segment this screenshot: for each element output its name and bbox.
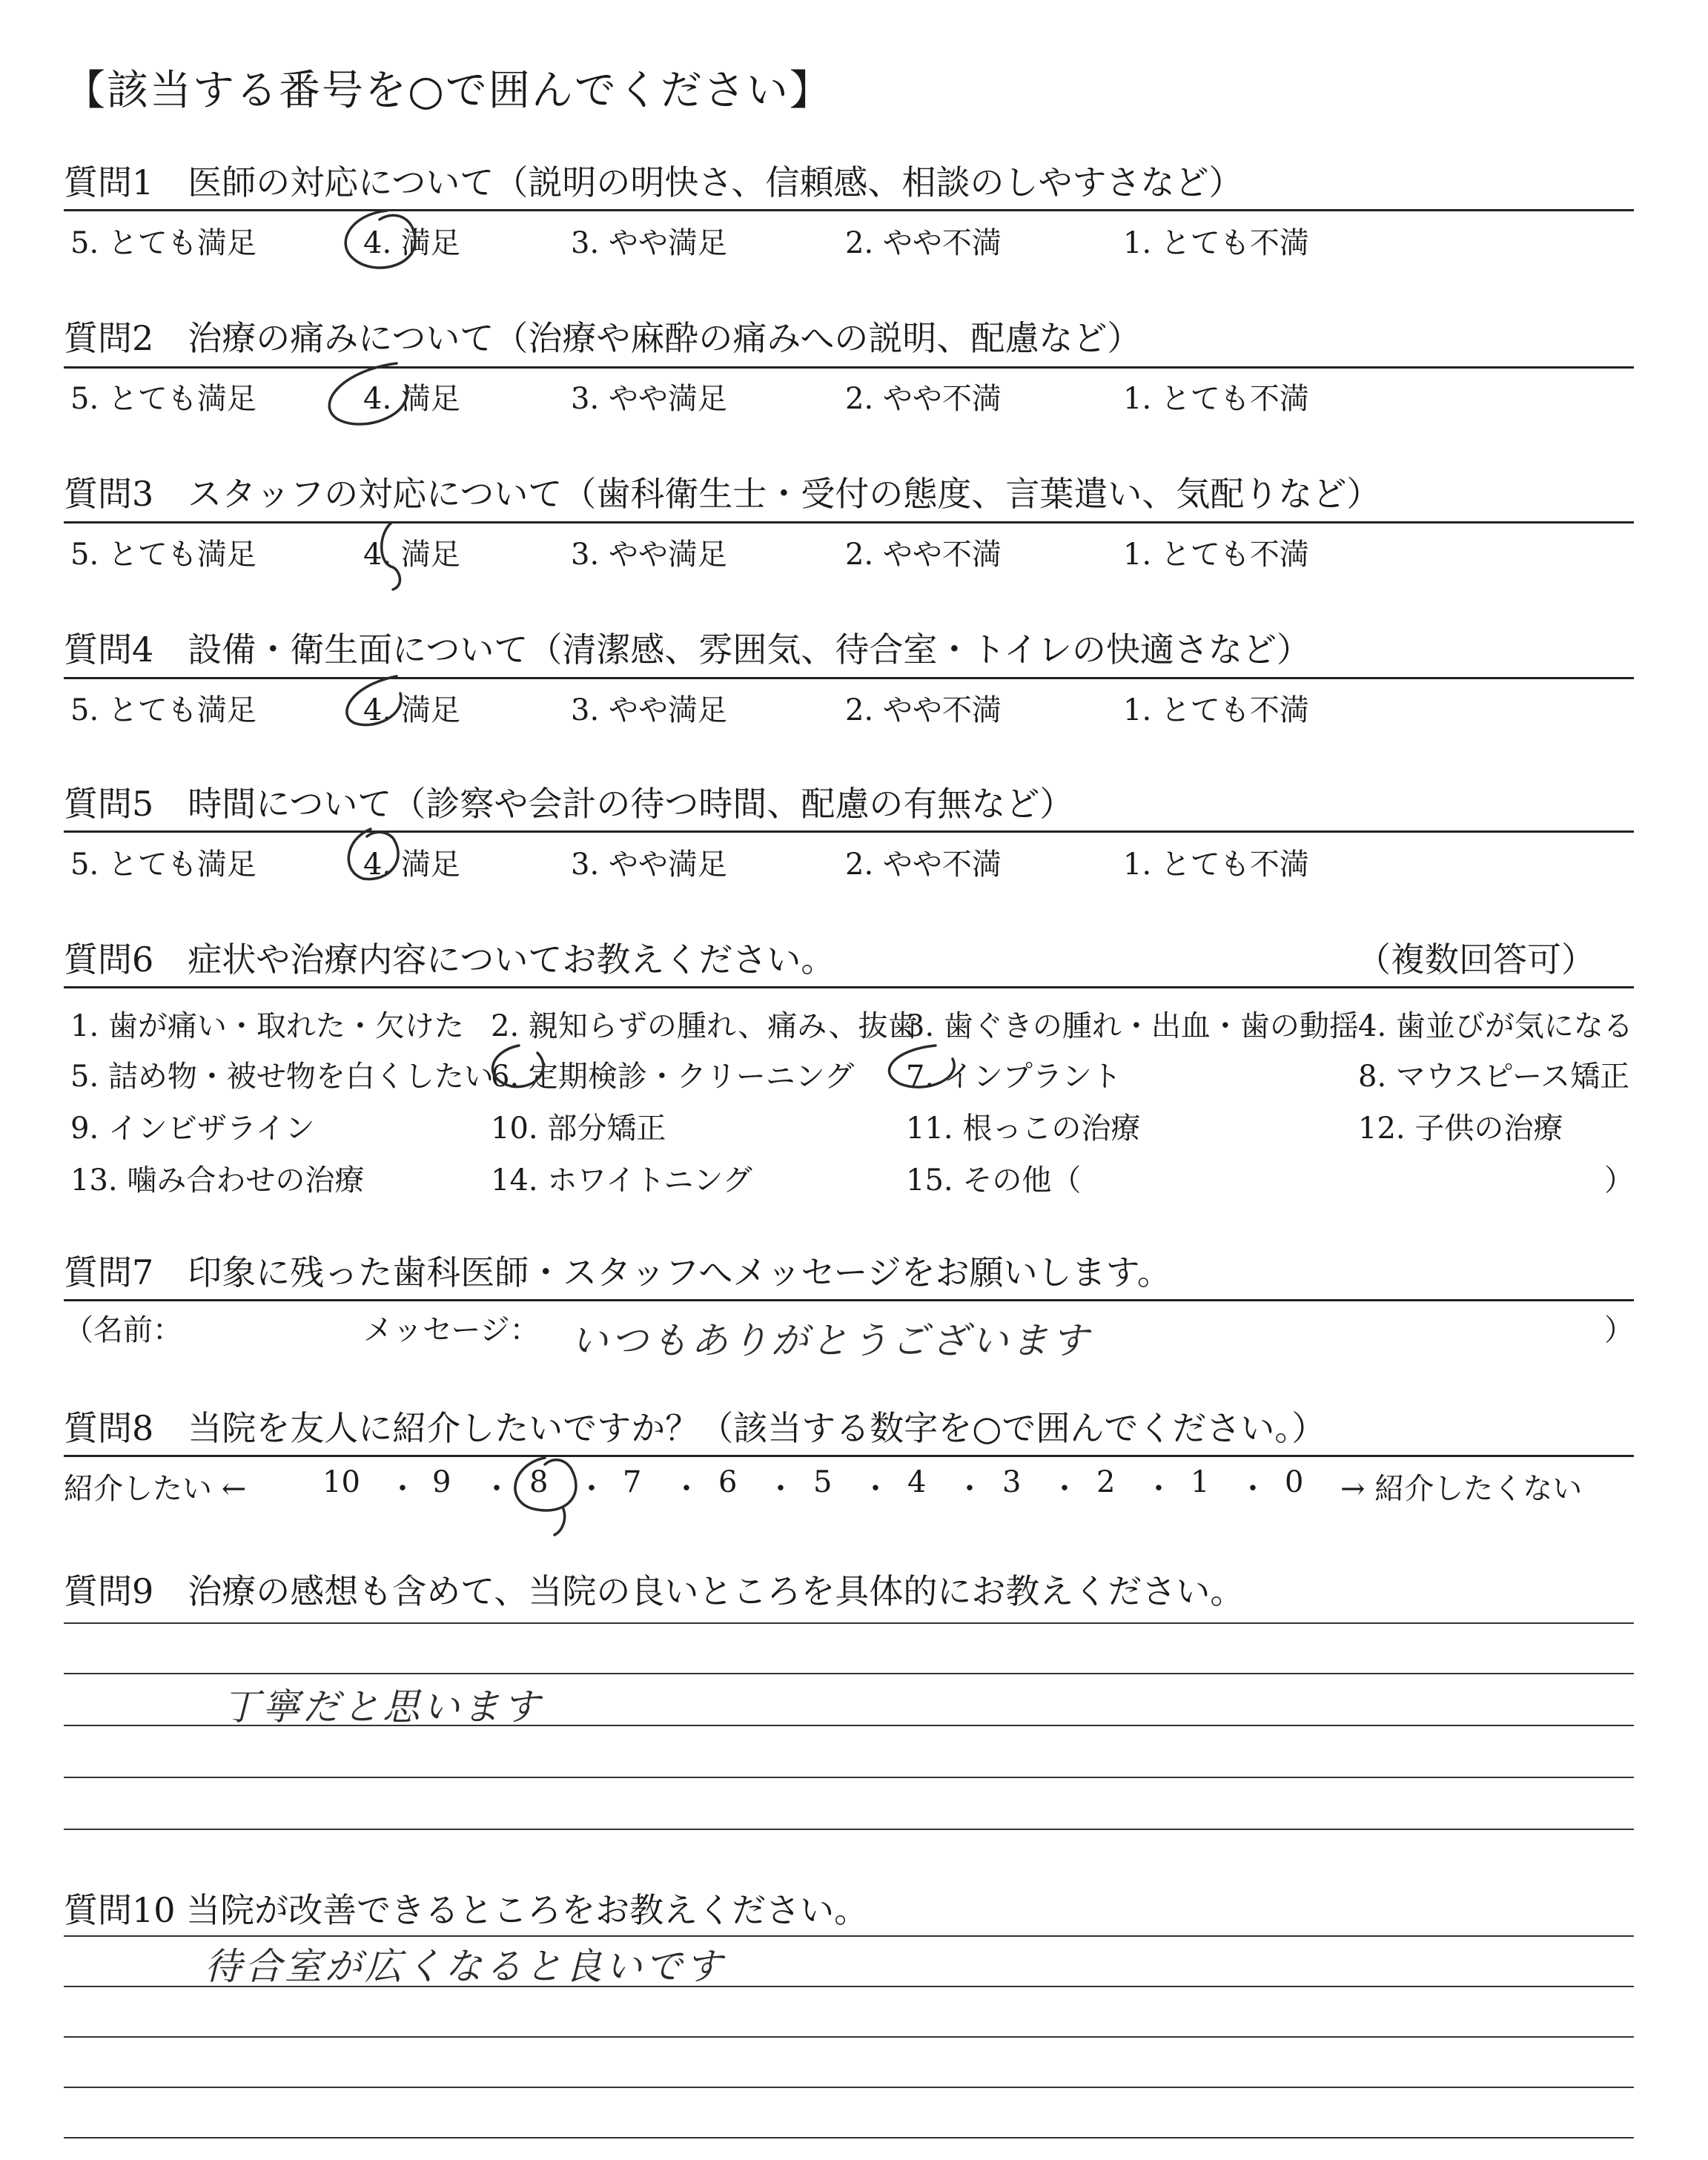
question-title: 質問3 スタッフの対応について（歯科衛生士・受付の態度、言葉遣い、気配りなど） (64, 474, 1381, 514)
separator-dot: ・ (1238, 1472, 1268, 1506)
separator-dot: ・ (577, 1472, 606, 1506)
scale-5[interactable]: 5 (813, 1465, 833, 1499)
option-4[interactable]: 4. 満足 (363, 848, 460, 882)
scale-4[interactable]: 4 (907, 1465, 927, 1499)
question-title: 質問2 治療の痛みについて（治療や麻酔の痛みへの説明、配慮など） (64, 318, 1142, 358)
option-1[interactable]: 1. とても不満 (1123, 226, 1309, 260)
recommend-left-label: 紹介したい ← (64, 1472, 247, 1506)
scale-6[interactable]: 6 (718, 1465, 738, 1499)
handwritten-answer: 待合室が広くなると良いです (205, 1945, 725, 1988)
option-1[interactable]: 1. とても不満 (1123, 538, 1309, 572)
treatment-option-2[interactable]: 2. 親知らずの腫れ、痛み、抜歯 (491, 1009, 918, 1043)
separator-dot: ・ (388, 1472, 417, 1506)
circle-mark-q1 (345, 211, 415, 268)
treatment-option-6[interactable]: 6. 定期検診・クリーニング (491, 1060, 855, 1094)
option-5[interactable]: 5. とても満足 (70, 848, 256, 882)
scale-7[interactable]: 7 (623, 1465, 642, 1499)
option-4[interactable]: 4. 満足 (363, 693, 460, 727)
question-title: 質問6 症状や治療内容についてお教えください。 (64, 939, 835, 980)
question-title: 質問1 医師の対応について（説明の明快さ、信頼感、相談のしやすさなど） (64, 162, 1243, 202)
circle-mark-q5 (348, 829, 398, 879)
treatment-option-11[interactable]: 11. 根っこの治療 (906, 1112, 1141, 1146)
treatment-option-8[interactable]: 8. マウスピース矯正 (1358, 1060, 1630, 1094)
message-close-paren: ） (1604, 1313, 1634, 1347)
treatment-option-13[interactable]: 13. 噛み合わせの治療 (70, 1163, 365, 1198)
circle-mark-q6-6 (493, 1046, 543, 1087)
option-3[interactable]: 3. やや満足 (571, 226, 727, 260)
separator-dot: ・ (1144, 1472, 1174, 1506)
question-title: 質問9 治療の感想も含めて、当院の良いところを具体的にお教えください。 (64, 1571, 1245, 1611)
option-5[interactable]: 5. とても満足 (70, 226, 256, 260)
treatment-option-5[interactable]: 5. 詰め物・被せ物を白くしたい (70, 1060, 494, 1094)
question-title: 質問10 当院が改善できるところをお教えください。 (64, 1890, 869, 1930)
scale-2[interactable]: 2 (1096, 1465, 1116, 1499)
option-2[interactable]: 2. やや不満 (845, 538, 1002, 572)
handwritten-answer: 丁寧だと思います (222, 1685, 543, 1728)
question-title: 質問8 当院を友人に紹介したいですか？（該当する数字を○で囲んでください。） (64, 1408, 1326, 1448)
separator-dot: ・ (861, 1472, 890, 1506)
option-2[interactable]: 2. やや不満 (845, 226, 1002, 260)
separator-dot: ・ (1050, 1472, 1079, 1506)
option-5[interactable]: 5. とても満足 (70, 382, 256, 416)
option-2[interactable]: 2. やや不満 (845, 693, 1002, 727)
scale-3[interactable]: 3 (1002, 1465, 1022, 1499)
option-1[interactable]: 1. とても不満 (1123, 382, 1309, 416)
option-2[interactable]: 2. やや不満 (845, 848, 1002, 882)
option-3[interactable]: 3. やや満足 (571, 382, 727, 416)
option-2[interactable]: 2. やや不満 (845, 382, 1002, 416)
circle-mark-q2 (329, 363, 407, 424)
scale-1[interactable]: 1 (1191, 1465, 1210, 1499)
option-3[interactable]: 3. やや満足 (571, 538, 727, 572)
circle-mark-q3 (382, 523, 400, 589)
scale-9[interactable]: 9 (432, 1465, 451, 1499)
option-4[interactable]: 4. 満足 (363, 382, 460, 416)
treatment-option-7[interactable]: 7. インプラント (906, 1060, 1122, 1094)
other-close-paren: ） (1604, 1163, 1634, 1198)
separator-dot: ・ (955, 1472, 984, 1506)
option-4[interactable]: 4. 満足 (363, 226, 460, 260)
option-1[interactable]: 1. とても不満 (1123, 848, 1309, 882)
separator-dot: ・ (672, 1472, 701, 1506)
option-1[interactable]: 1. とても不満 (1123, 693, 1309, 727)
option-3[interactable]: 3. やや満足 (571, 693, 727, 727)
handwritten-message: いつもありがとうございます (571, 1319, 1091, 1362)
option-4[interactable]: 4. 満足 (363, 538, 460, 572)
treatment-option-15[interactable]: 15. その他（ (906, 1163, 1082, 1198)
option-5[interactable]: 5. とても満足 (70, 693, 256, 727)
treatment-option-9[interactable]: 9. インビザライン (70, 1112, 315, 1146)
option-5[interactable]: 5. とても満足 (70, 538, 256, 572)
treatment-option-10[interactable]: 10. 部分矯正 (491, 1112, 666, 1146)
scale-0[interactable]: 0 (1285, 1465, 1304, 1499)
page-heading: 【該当する番号を○で囲んでください】 (64, 67, 833, 115)
separator-dot: ・ (482, 1472, 512, 1506)
circle-mark-q4 (347, 676, 401, 725)
question-title: 質問7 印象に残った歯科医師・スタッフへメッセージをお願いします。 (64, 1252, 1171, 1292)
name-label: （名前： (64, 1313, 182, 1347)
treatment-option-3[interactable]: 3. 歯ぐきの腫れ・出血・歯の動揺 (906, 1009, 1359, 1043)
scale-8[interactable]: 8 (529, 1465, 549, 1499)
circle-mark-q8 (515, 1458, 576, 1535)
treatment-option-14[interactable]: 14. ホワイトニング (491, 1163, 752, 1198)
option-3[interactable]: 3. やや満足 (571, 848, 727, 882)
treatment-option-12[interactable]: 12. 子供の治療 (1358, 1112, 1563, 1146)
separator-dot: ・ (766, 1472, 795, 1506)
question-title: 質問5 時間について（診察や会計の待つ時間、配慮の有無など） (64, 784, 1074, 824)
treatment-option-4[interactable]: 4. 歯並びが気になる (1358, 1009, 1633, 1043)
circle-mark-q6-7 (890, 1046, 955, 1087)
recommend-right-label: → 紹介したくない (1340, 1472, 1583, 1506)
multiple-answer-note: （複数回答可） (1357, 939, 1595, 980)
scale-10[interactable]: 10 (322, 1465, 360, 1499)
treatment-option-1[interactable]: 1. 歯が痛い・取れた・欠けた (70, 1009, 464, 1043)
question-title: 質問4 設備・衛生面について（清潔感、雰囲気、待合室・トイレの快適さなど） (64, 630, 1311, 670)
message-label: メッセージ： (363, 1313, 540, 1347)
